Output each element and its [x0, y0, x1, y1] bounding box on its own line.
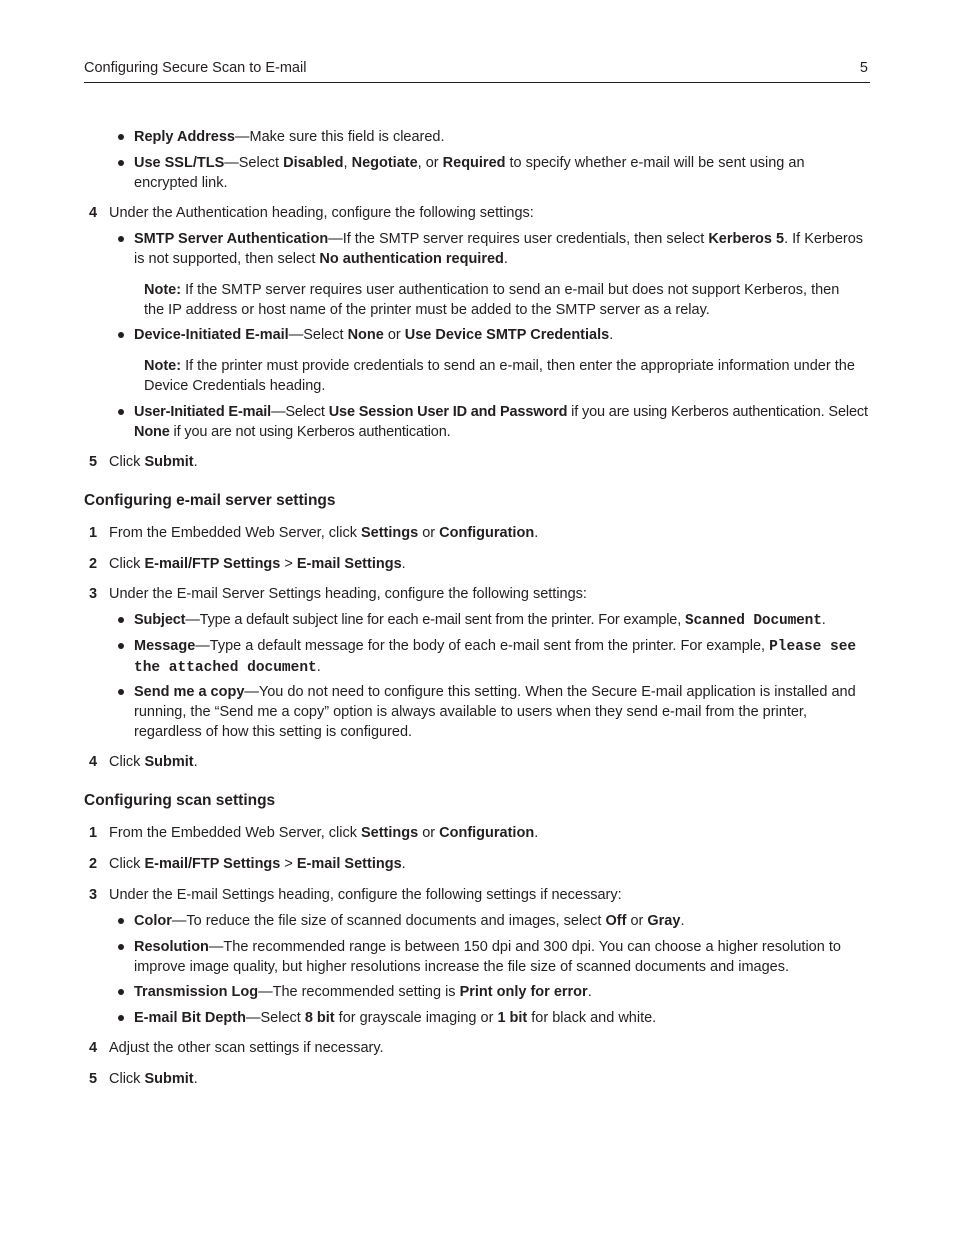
bullet-resolution: Resolution—The recommended range is between 150 dpi and 300 dpi. You can choose a higher resolution to improve image quality, but higher resolutions increase the file size of scanned documents and images. [134, 937, 872, 977]
bullet-message: Message—Type a default message for the body of each e-mail sent from the printer. For example, Please see the attached document. [134, 636, 872, 678]
step-email-settings-heading: 3 Under the E-mail Settings heading, configure the following settings if necessary: [89, 887, 622, 903]
bullet-use-ssl: Use SSL/TLS—Select Disabled, Negotiate, or Required to specify whether e-mail will be sent using an encrypted link. [134, 153, 872, 193]
bullet-bit-depth: E-mail Bit Depth—Select 8 bit for grayscale imaging or 1 bit for black and white. [134, 1008, 872, 1028]
bullet-color: Color—To reduce the file size of scanned documents and images, select Off or Gray. [134, 911, 872, 931]
step-ews-open-2: 1 From the Embedded Web Server, click Settings or Configuration. [89, 825, 539, 841]
step-email-ftp-1: 2 Click E-mail/FTP Settings > E-mail Settings. [89, 556, 406, 572]
step-email-ftp-2: 2 Click E-mail/FTP Settings > E-mail Settings. [89, 856, 406, 872]
bullet-send-me-a-copy: Send me a copy—You do not need to configure this setting. When the Secure E-mail application is installed and running, the “Send me a copy” option is always available to users when they send e-mail from the printer, regardless of how this setting is configured. [134, 682, 872, 742]
bullet-user-email: User-Initiated E-mail—Select Use Session User ID and Password if you are using Kerberos authentication. Select None if you are not using Kerberos authentication. [134, 402, 872, 442]
step-adjust-scan: 4 Adjust the other scan settings if necessary. [89, 1040, 384, 1056]
header-page-number: 5 [859, 60, 868, 76]
step-submit-auth: 5 Click Submit. [89, 454, 198, 470]
bullet-device-email: Device-Initiated E-mail—Select None or Use Device SMTP Credentials. [134, 325, 872, 345]
bullet-smtp-auth: SMTP Server Authentication—If the SMTP server requires user credentials, then select Kerberos 5. If Kerberos is not supported, then select No authentication required. [134, 229, 872, 269]
page-header [84, 60, 870, 83]
step-ews-open-1: 1 From the Embedded Web Server, click Settings or Configuration. [89, 525, 539, 541]
heading-email-server-settings: Configuring e-mail server settings [84, 492, 336, 509]
note-device-credentials: Note: If the printer must provide credentials to send an e-mail, then enter the appropriate information under the Device Credentials heading. [144, 358, 855, 394]
bullet-subject: Subject—Type a default subject line for each e-mail sent from the printer. For example, Scanned Document. [134, 610, 872, 631]
step-authentication: 4 Under the Authentication heading, configure the following settings: [89, 205, 534, 221]
step-submit-scan: 5 Click Submit. [89, 1071, 198, 1087]
bullet-transmission-log: Transmission Log—The recommended setting is Print only for error. [134, 982, 872, 1002]
step-submit-server: 4 Click Submit. [89, 754, 198, 770]
step-server-settings-heading: 3 Under the E-mail Server Settings heading, configure the following settings: [89, 586, 587, 602]
step-number: 4 [89, 205, 98, 221]
bullet-reply-address: Reply Address—Make sure this field is cleared. [134, 127, 872, 147]
header-title: Configuring Secure Scan to E-mail [84, 60, 307, 76]
heading-scan-settings: Configuring scan settings [84, 792, 276, 809]
note-smtp-relay: Note: If the SMTP server requires user authentication to send an e-mail but does not support Kerberos, then the IP address or host name of the printer must be added to the SMTP server as a relay. [144, 282, 840, 318]
